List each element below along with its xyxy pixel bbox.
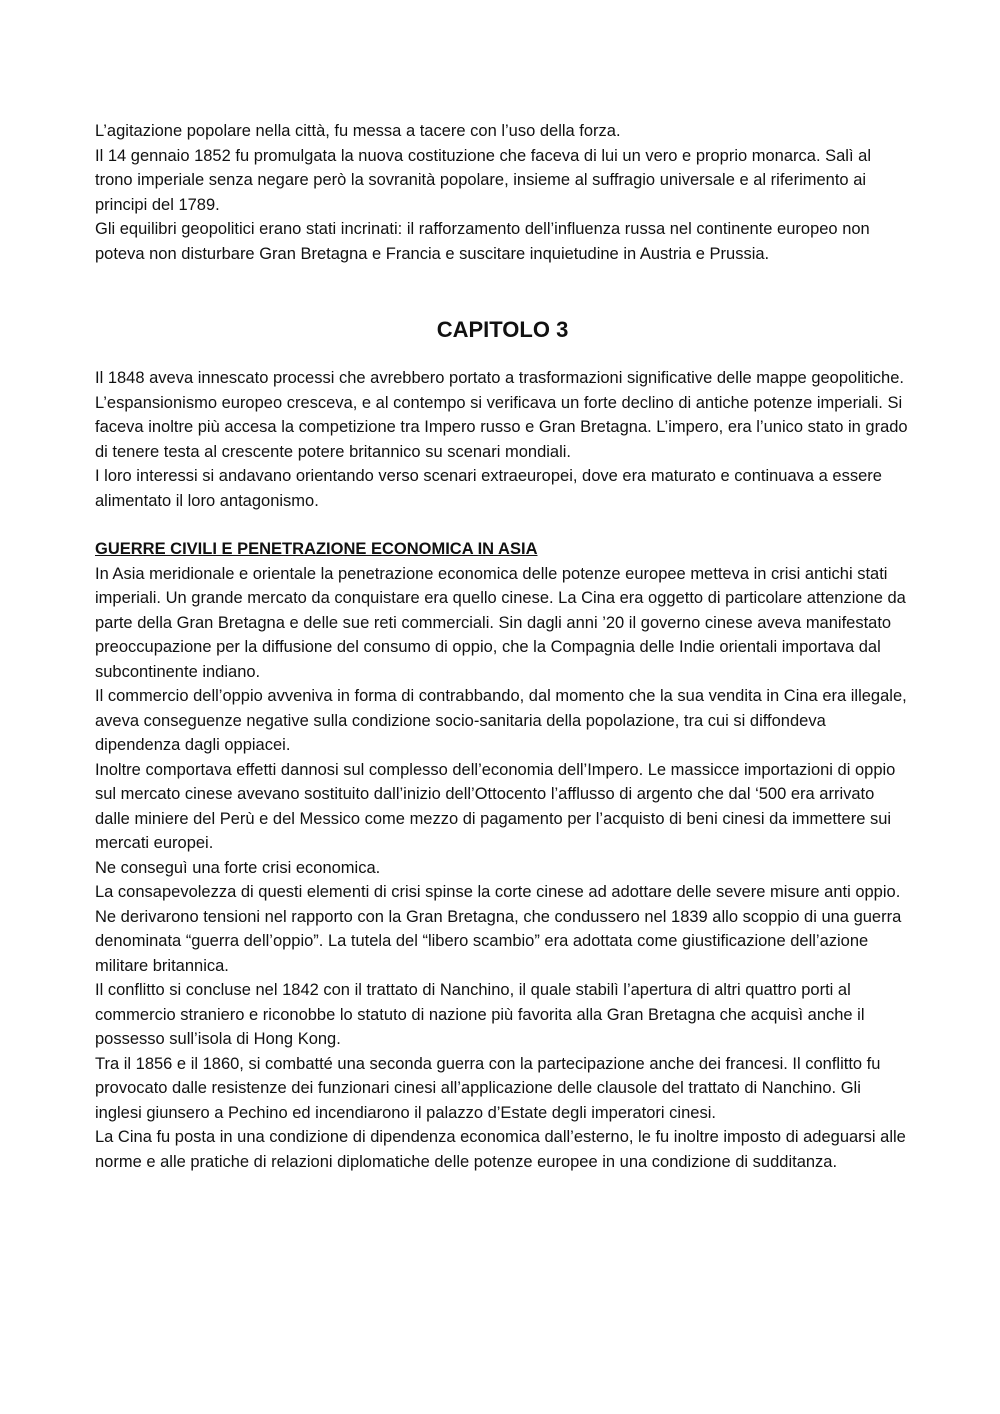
- intro-text: [95, 119, 910, 266]
- section-heading: GUERRE CIVILI E PENETRAZIONE ECONOMICA IN ASIA: [95, 540, 538, 558]
- paragraph: Il conflitto si concluse nel 1842 con il trattato di Nanchino, il quale stabilì l’apertura di altri quattro porti al commercio straniero e riconobbe lo statuto di nazione più favorita alla Gran Bretagna che acquisì anche il possesso sull’isola di Hong Kong.: [95, 981, 865, 1048]
- paragraph: Inoltre comportava effetti dannosi sul complesso dell’economia dell’Impero. Le massicce importazioni di oppio sul mercato cinese avevano sostituito dall’inizio dell’Ottocento l’afflusso di argento che dal ‘500 era arrivato dalle miniere del Perù e del Messico come mezzo di pagamento per l’acquisto di beni cinesi da immettere sui mercati europei.: [95, 760, 896, 852]
- paragraph: Tra il 1856 e il 1860, si combatté una seconda guerra con la partecipazione anche dei francesi. Il conflitto fu provocato dalle resistenze dei funzionari cinesi all’applicazione delle clausole del trattato di Nanchino. Gli inglesi giunsero a Pechino ed incendiarono il palazzo d’Estate degli imperatori cinesi.: [95, 1054, 881, 1122]
- chapter-intro-text: [95, 366, 910, 513]
- paragraph: La Cina fu posta in una condizione di dipendenza economica dall’esterno, le fu inoltre imposto di adeguarsi alle norme e alle pratiche di relazioni diplomatiche delle potenze europee in una condizione di sudditanza.: [95, 1128, 906, 1171]
- paragraph: In Asia meridionale e orientale la penetrazione economica delle potenze europee metteva in crisi antichi stati imperiali. Un grande mercato da conquistare era quello cinese. La Cina era oggetto di particolare attenzione da parte della Gran Bretagna e delle sue reti commerciali. Sin dagli anni ’20 il governo cinese aveva manifestato preoccupazione per la diffusione del consumo di oppio, che la Compagnia delle Indie orientali importava dal subcontinente indiano.: [95, 564, 906, 681]
- chapter-title: CAPITOLO 3: [436, 317, 569, 342]
- document-page: [95, 119, 910, 1174]
- paragraph: Il 1848 aveva innescato processi che avrebbero portato a trasformazioni significative delle mappe geopolitiche.: [95, 369, 904, 387]
- paragraph: La consapevolezza di questi elementi di crisi spinse la corte cinese ad adottare delle severe misure anti oppio. Ne derivarono tensioni nel rapporto con la Gran Bretagna, che condussero nel 1839 allo scoppio di una guerra denominata “guerra dell’oppio”. La tutela del “libero scambio” era adottata come giustificazione dell’azione militare britannica.: [95, 883, 902, 975]
- paragraph: I loro interessi si andavano orientando verso scenari extraeuropei, dove era maturato e continuava a essere alimentato il loro antagonismo.: [95, 467, 882, 510]
- paragraph: L’agitazione popolare nella città, fu messa a tacere con l’uso della forza.: [95, 122, 621, 140]
- paragraph: Ne conseguì una forte crisi economica.: [95, 858, 381, 877]
- section: [95, 537, 910, 1174]
- paragraph: Gli equilibri geopolitici erano stati incrinati: il rafforzamento dell’influenza russa nel continente europeo non poteva non disturbare Gran Bretagna e Francia e suscitare inquietudine in Austria e Prussia.: [95, 220, 870, 263]
- paragraph: Il commercio dell’oppio avveniva in forma di contrabbando, dal momento che la sua vendita in Cina era illegale, aveva conseguenze negative sulla condizione socio-sanitaria della popolazione, tra cui si diffondeva dipendenza dagli oppiacei.: [95, 687, 907, 754]
- paragraph: Il 14 gennaio 1852 fu promulgata la nuova costituzione che faceva di lui un vero e proprio monarca. Salì al trono imperiale senza negare però la sovranità popolare, insieme al suffragio universale e al riferimento ai principi del 1789.: [95, 146, 871, 214]
- paragraph: L’espansionismo europeo cresceva, e al contempo si verificava un forte declino di antiche potenze imperiali. Si faceva inoltre più accesa la competizione tra Impero russo e Gran Bretagna. L’impero, era l’unico stato in grado di tenere testa al crescente potere britannico su scenari mondiali.: [95, 393, 908, 461]
